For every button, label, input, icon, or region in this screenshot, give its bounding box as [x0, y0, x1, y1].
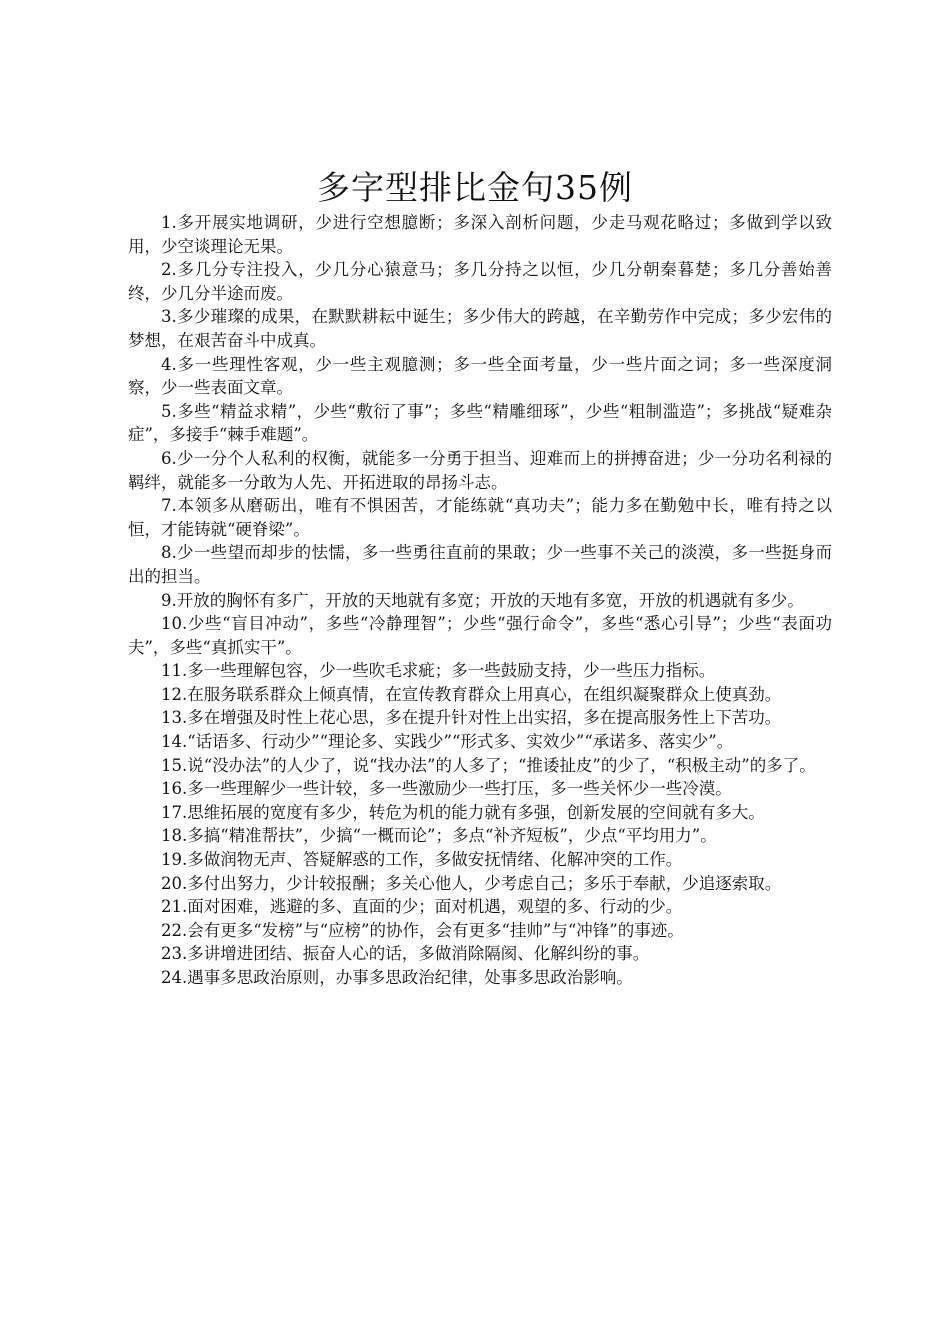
- paragraph-19: 19.多做润物无声、答疑解惑的工作，多做安抚情绪、化解冲突的工作。: [161, 850, 683, 870]
- paragraph-9: 9.开放的胸怀有多广，开放的天地就有多宽；开放的天地有多宽，开放的机遇就有多少。: [161, 590, 804, 610]
- paragraph-11: 11.多一些理解包容，少一些吹毛求疵；多一些鼓励支持，少一些压力指标。: [161, 661, 716, 681]
- paragraph-15: 15.说“没办法”的人少了，说“找办法”的人多了；“推诿扯皮”的少了，“积极主动”的多了。: [161, 755, 816, 775]
- paragraph-13: 13.多在增强及时性上花心思，多在提升针对性上出实招，多在提高服务性上下苦功。: [161, 708, 782, 728]
- paragraph-4: 4.多一些理性客观，少一些主观臆测；多一些全面考量，少一些片面之词；多一些深度洞察，少一些表面文章。: [128, 354, 832, 398]
- paragraph-6: 6.少一分个人私利的权衡，就能多一分勇于担当、迎难而上的拼搏奋进；少一分功名利禄的羁绊，就能多一分敢为人先、开拓进取的昂扬斗志。: [128, 448, 832, 492]
- paragraph-14: 14.“话语多、行动少”“理论多、实践少”“形式多、实效少”“承诺多、落实少”。: [161, 732, 734, 752]
- paragraph-8: 8.少一些望而却步的怯懦，多一些勇往直前的果敢；少一些事不关己的淡漠，多一些挺身而出的担当。: [128, 543, 832, 586]
- paragraph-12: 12.在服务联系群众上倾真情，在宣传教育群众上用真心，在组织凝聚群众上使真劲。: [161, 684, 782, 704]
- paragraph-20: 20.多付出努力，少计较报酬；多关心他人，少考虑自己；多乐于奉献，少追逐索取。: [161, 873, 782, 893]
- paragraph-18: 18.多搞“精准帮扶”，少搞“一概而论”；多点“补齐短板”，少点“平均用力”。: [161, 826, 717, 846]
- paragraph-24: 24.遇事多思政治原则，办事多思政治纪律，处事多思政治影响。: [161, 968, 633, 987]
- document-body: [128, 211, 832, 990]
- paragraph-16: 16.多一些理解少一些计较，多一些激励少一些打压，多一些关怀少一些冷漠。: [161, 779, 732, 799]
- paragraph-21: 21.面对困难，逃避的多、直面的少；面对机遇，观望的多、行动的少。: [161, 897, 683, 917]
- paragraph-7: 7.本领多从磨砺出，唯有不惧困苦，才能练就“真功夫”；能力多在勤勉中长，唯有持之以恒，才能铸就“硬脊梁”。: [128, 496, 832, 539]
- paragraph-1: 1.多开展实地调研，少进行空想臆断；多深入剖析问题，少走马观花略过；多做到学以致用，少空谈理论无果。: [128, 213, 832, 256]
- paragraph-23: 23.多讲增进团结、振奋人心的话，多做消除隔阂、化解纠纷的事。: [161, 944, 650, 964]
- paragraph-10: 10.少些“盲目冲动”，多些“冷静理智”；少些“强行命令”，多些“悉心引导”；少些“表面功夫”，多些“真抓实干”。: [128, 614, 832, 657]
- paragraph-22: 22.会有更多“发榜”与“应榜”的协作，会有更多“挂帅”与“冲锋”的事迹。: [161, 920, 684, 940]
- paragraph-17: 17.思维拓展的宽度有多少，转危为机的能力就有多强，创新发展的空间就有多大。: [161, 802, 765, 822]
- document-title: 多字型排比金句35例: [317, 168, 633, 207]
- paragraph-5: 5.多些“精益求精”，少些“敷衍了事”；多些“精雕细琢”，少些“粗制滥造”；多挑战“疑难杂症”，多接手“棘手难题”。: [128, 401, 832, 445]
- paragraph-3: 3.多少璀璨的成果，在默默耕耘中诞生；多少伟大的跨越，在辛勤劳作中完成；多少宏伟的梦想，在艰苦奋斗中成真。: [128, 307, 832, 350]
- paragraph-2: 2.多几分专注投入，少几分心猿意马；多几分持之以恒，少几分朝秦暮楚；多几分善始善终，少几分半途而废。: [128, 260, 832, 303]
